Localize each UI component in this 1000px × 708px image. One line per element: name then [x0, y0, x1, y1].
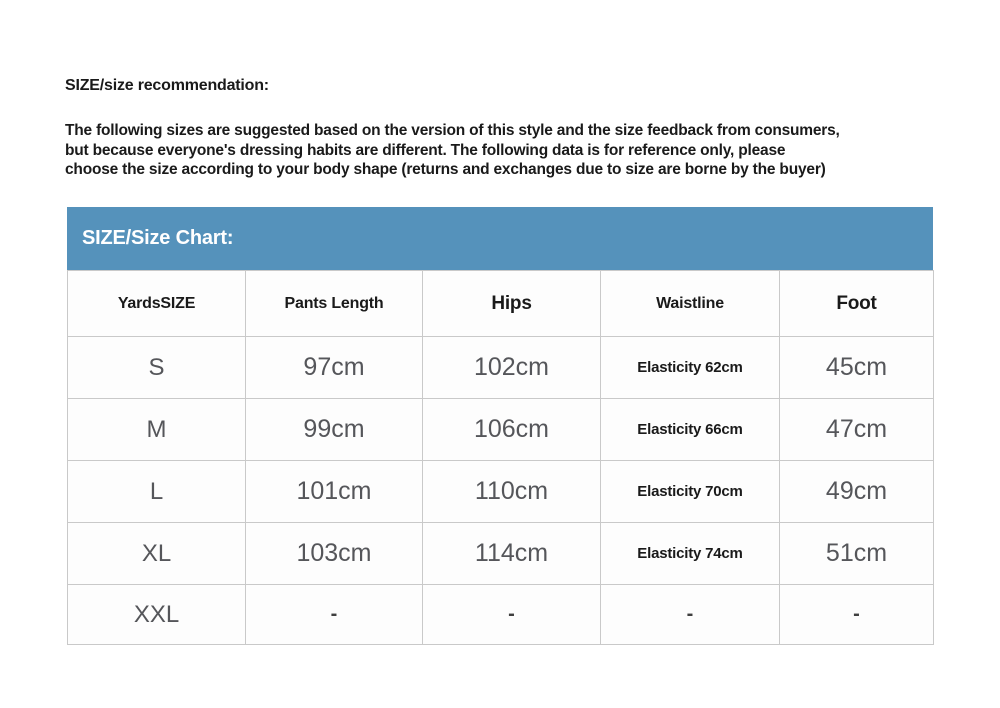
hips-value: 110cm — [423, 461, 601, 523]
pants-length-value: 103cm — [246, 523, 423, 585]
table-row-xxl — [68, 585, 934, 645]
column-header-foot: Foot — [780, 271, 934, 337]
table-row-xl — [68, 523, 934, 585]
hips-value: - — [423, 585, 601, 645]
size-label: XL — [68, 523, 246, 585]
waistline-value: Elasticity 62cm — [601, 337, 780, 399]
size-label: XXL — [68, 585, 246, 645]
pants-length-value: 97cm — [246, 337, 423, 399]
pants-length-value: 99cm — [246, 399, 423, 461]
foot-value: 47cm — [780, 399, 934, 461]
column-header-yards-size: YardsSIZE — [68, 271, 246, 337]
foot-value: 51cm — [780, 523, 934, 585]
size-chart-banner — [67, 207, 933, 270]
waistline-value: Elasticity 66cm — [601, 399, 780, 461]
hips-value: 102cm — [423, 337, 601, 399]
column-header-hips: Hips — [423, 271, 601, 337]
paragraph-line-3: choose the size according to your body shape (returns and exchanges due to size are borne by the buyer) — [65, 161, 826, 178]
hips-value: 114cm — [423, 523, 601, 585]
recommendation-heading: SIZE/size recommendation: — [65, 77, 269, 94]
pants-length-value: 101cm — [246, 461, 423, 523]
paragraph-line-2: but because everyone's dressing habits are different. The following data is for reference only, please — [65, 141, 786, 159]
pants-length-value: - — [246, 585, 423, 645]
foot-value: - — [780, 585, 934, 645]
table-row-s — [68, 337, 934, 399]
size-label: L — [68, 461, 246, 523]
column-header-waistline: Waistline — [601, 271, 780, 337]
waistline-value: Elasticity 70cm — [601, 461, 780, 523]
size-label: M — [68, 399, 246, 461]
size-chart-banner-title: SIZE/Size Chart: — [82, 227, 234, 249]
waistline-value: - — [601, 585, 780, 645]
hips-value: 106cm — [423, 399, 601, 461]
waistline-value: Elasticity 74cm — [601, 523, 780, 585]
paragraph-line-1: The following sizes are suggested based on the version of this style and the size feedback from consumers, — [65, 122, 840, 139]
recommendation-paragraph — [65, 121, 945, 180]
foot-value: 49cm — [780, 461, 934, 523]
size-chart-table — [67, 270, 934, 645]
foot-value: 45cm — [780, 337, 934, 399]
table-row-m — [68, 399, 934, 461]
size-label: S — [68, 337, 246, 399]
column-header-pants-length: Pants Length — [246, 271, 423, 337]
table-row-l — [68, 461, 934, 523]
table-header-row — [68, 271, 934, 337]
